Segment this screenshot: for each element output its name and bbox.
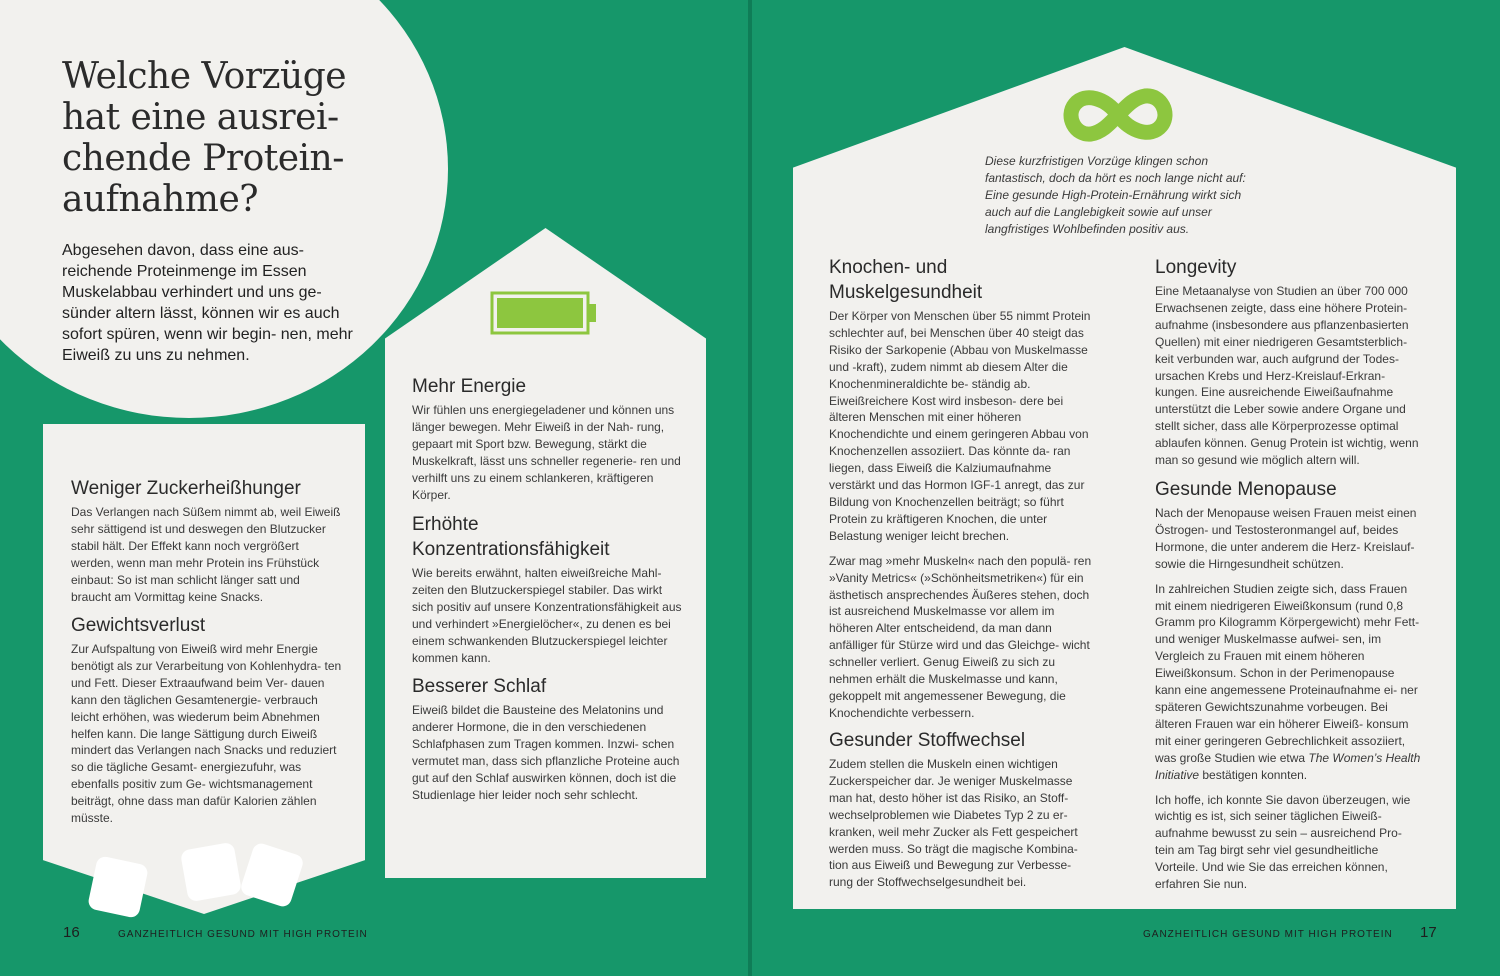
- section-body: Der Körper von Menschen über 55 nimmt Protein schlechter auf, bei Menschen über 40 steigt das Risiko der Sarkopenie (Abbau von Muskelmasse und -kraft), zudem nimmt ab diesem Alter die Knochenmineraldichte be- ständig ab. Eiweißreichere Kost wird insbeson- dere bei älteren Menschen mit einer höheren Knochendichte und einem geringeren Abbau von Knochenzellen assoziiert. Das könnte da- ran liegen, dass Eiweiß die Kalziumaufnahme verstärkt und das Hormon IGF-1 anregt, das zur Bildung von Knochenzellen beiträgt; so führt Protein zu kräftigeren Knochen, die unter Belastung weniger leicht brechen.: [829, 309, 1091, 543]
- section-menopause: [1155, 477, 1423, 893]
- body-text: In zahlreichen Studien zeigte sich, dass Frauen mit einem niedrigeren Eiweißkonsum (rund 0,8 Gramm pro Kilogramm Körpergewicht) mehr Fett- und weniger Muskelmasse aufwei- sen, im Vergleich zu Frauen mit einem höheren Eiweißkonsum. Schon in der Perimenopause kann eine angemessene Proteinaufnahme ei- ner späteren Gewichtszunahme vorbeugen. Bei älteren Frauen war ein höherer Eiweiß- konsum mit einer geringeren Gebrechlichkeit assoziiert, was große Studien wie etwa: [1155, 581, 1420, 765]
- section-heading: Mehr Energie: [412, 376, 527, 397]
- page-number: 16: [63, 924, 80, 941]
- section-more-energy: [412, 374, 684, 503]
- section-body: Wir fühlen uns energiegeladener und können uns länger bewegen. Mehr Eiweiß in der Nah- rung, gepaart mit Sport bzw. Bewegung, stärkt die Muskelkraft, lässt uns schneller regenerie- ren und verhilft uns zu einem schlankeren, kräftigeren Körper.: [412, 403, 681, 502]
- section-body: Zur Aufspaltung von Eiweiß wird mehr Energie benötigt als zur Verarbeitung von Kohlenhydra- ten und Fett. Dieser Extraaufwand beim Ver- dauen kann den täglichen Gesamtenergie- verbrauch leicht erhöhen, was wiederum beim Abnehmen helfen kann. Die lange Sättigung durch Eiweiß mindert das Verlangen nach Snacks und reduziert so die tägliche Gesamt- energiezufuhr, was ebenfalls positiv zum Ge- wichtsmanagement beiträgt, ohne dass man dafür Kalorien zählen müsste.: [71, 642, 342, 826]
- battery-icon: [490, 291, 600, 335]
- section-heading: Besserer Schlaf: [412, 676, 547, 697]
- infinity-icon: [1059, 84, 1177, 146]
- section-body: Eine Metaanalyse von Studien an über 700 000 Erwachsenen zeigte, dass eine höhere Protein- aufnahme (insbesondere aus pflanzenbasierten Quellen) mit einer niedrigeren Gesamtsterblich- keit verbunden war, auch aufgrund der Todes- ursachen Krebs und Herz-Kreislauf-Erkran- kungen. Eine ausreichende Eiweißaufnahme unterstützt die Leber sowie andere Organe und stellt sicher, dass alle Körperprozesse optimal ablaufen können. Genug Protein ist wichtig, wenn man so gesund wie möglich altern will.: [1155, 284, 1419, 468]
- section-heading: Weniger Zuckerheißhunger: [71, 478, 301, 499]
- left-page: [0, 0, 748, 976]
- section-metabolism: [829, 728, 1095, 891]
- section-body: Zwar mag »mehr Muskeln« nach den populä- ren »Vanity Metrics« (»Schönheitsmetriken«) für ein ästhetisch ansprechendes Äußeres stehen, doch ist ausreichend Muskelmasse vor allem im höheren Alter entscheidend, da man dann anfälliger für Stürze wird und das Gleichge- wicht schneller verliert. Genug Eiweiß zu sich zu nehmen erhält die Muskelmasse und kann, gekoppelt mit angemessener Bewegung, die Knochendichte verbessern.: [829, 553, 1092, 720]
- section-body: Wie bereits erwähnt, halten eiweißreiche Mahl- zeiten den Blutzuckerspiegel stabiler. Das wirkt sich positiv auf unsere Konzentrationsfähigkeit aus und verhindert »Energielöcher«, zu denen es bei einem schwankenden Blutzuckerspiegel leichter kommen kann.: [412, 566, 682, 665]
- section-body: Eiweiß bildet die Bausteine des Melatonins und anderer Hormone, die in den verschiedenen Schlafphasen zum Tragen kommen. Inzwi- schen vermutet man, dass sich pflanzliche Proteine auch gut auf den Schlaf auswirken können, doch ist die Studienlage hier leider noch sehr schlecht.: [412, 703, 680, 802]
- section-bone-muscle: [829, 255, 1095, 722]
- section-weight-loss: [71, 613, 343, 827]
- right-page: [752, 0, 1500, 976]
- study-name: The Women’s Health Initiative: [1155, 750, 1421, 782]
- page-title: [62, 56, 402, 220]
- intro-text: Abgesehen davon, dass eine aus- reichende Proteinmenge im Essen Muskelabbau verhindert und uns ge- sünder altern lässt, können wir es auch sofort spüren, wenn wir begin- nen, mehr Eiweiß zu uns zu nehmen.: [62, 242, 353, 364]
- title-line: aufnahme?: [62, 179, 259, 220]
- section-body: Nach der Menopause weisen Frauen meist einen Östrogen- und Testosteronmangel auf, beides Hormone, die unter anderem die Herz- Kreislauf- sowie die Hirngesundheit schützen.: [1155, 506, 1417, 571]
- sugar-cubes-icon: [88, 838, 318, 928]
- section-heading: Gesunder Stoffwechsel: [829, 730, 1026, 751]
- section-concentration: [412, 512, 682, 666]
- title-line: Welche Vorzüge: [62, 56, 347, 97]
- section-body: Zudem stellen die Muskeln einen wichtigen Zuckerspeicher dar. Je weniger Muskelmasse man hat, desto höher ist das Risiko, an Stoff- wechselproblemen wie Diabetes Typ 2 zu er- kranken, weil mehr Zucker als Fett gespeichert werden muss. So trägt die magische Kombina- tion aus Eiweiß und Bewegung zur Verbesse- rung der Stoffwechselgesundheit bei.: [829, 757, 1078, 890]
- running-footer: GANZHEITLICH GESUND MIT HIGH PROTEIN: [118, 929, 368, 940]
- section-body: Das Verlangen nach Süßem nimmt ab, weil Eiweiß sehr sättigend ist und deswegen den Blutzucker stabil hält. Der Effekt kann noch vergrößert werden, wenn man mehr Protein ins Frühstück einbaut: So ist man schlicht länger satt und braucht am Vormittag keine Snacks.: [71, 505, 341, 604]
- section-heading: Gesunde Menopause: [1155, 479, 1337, 500]
- section-heading: Gewichtsverlust: [71, 615, 206, 636]
- title-line: chende Protein-: [62, 138, 344, 179]
- section-heading: Erhöhte Konzentrationsfähigkeit: [412, 514, 610, 560]
- intro-quote: Diese kurzfristigen Vorzüge klingen schon fantastisch, doch da hört es noch lange nicht auf: Eine gesunde High-Protein-Ernährung wirkt sich auch auf die Langlebigkeit sowie auf unser langfristiges Wohlbefinden positiv aus.: [985, 154, 1246, 236]
- section-body: Ich hoffe, ich konnte Sie davon überzeugen, wie wichtig es ist, sich seiner täglichen Eiweiß- aufnahme bewusst zu sein – ausreichend Pro- tein am Tag birgt sehr viel gesundheitliche Vorteile. Und wie Sie das erreichen können, erfahren Sie nun.: [1155, 792, 1411, 892]
- section-longevity: [1155, 255, 1423, 469]
- section-heading: Longevity: [1155, 257, 1237, 278]
- body-text: bestätigen konnten.: [1202, 767, 1308, 782]
- section-sugar-cravings: [71, 476, 343, 605]
- section-sleep: [412, 674, 684, 803]
- section-body: [1155, 581, 1423, 784]
- section-heading: Knochen- und Muskelgesundheit: [829, 257, 983, 303]
- running-footer: GANZHEITLICH GESUND MIT HIGH PROTEIN: [1143, 929, 1393, 940]
- title-line: hat eine ausrei-: [62, 97, 339, 138]
- page-number: 17: [1420, 924, 1437, 941]
